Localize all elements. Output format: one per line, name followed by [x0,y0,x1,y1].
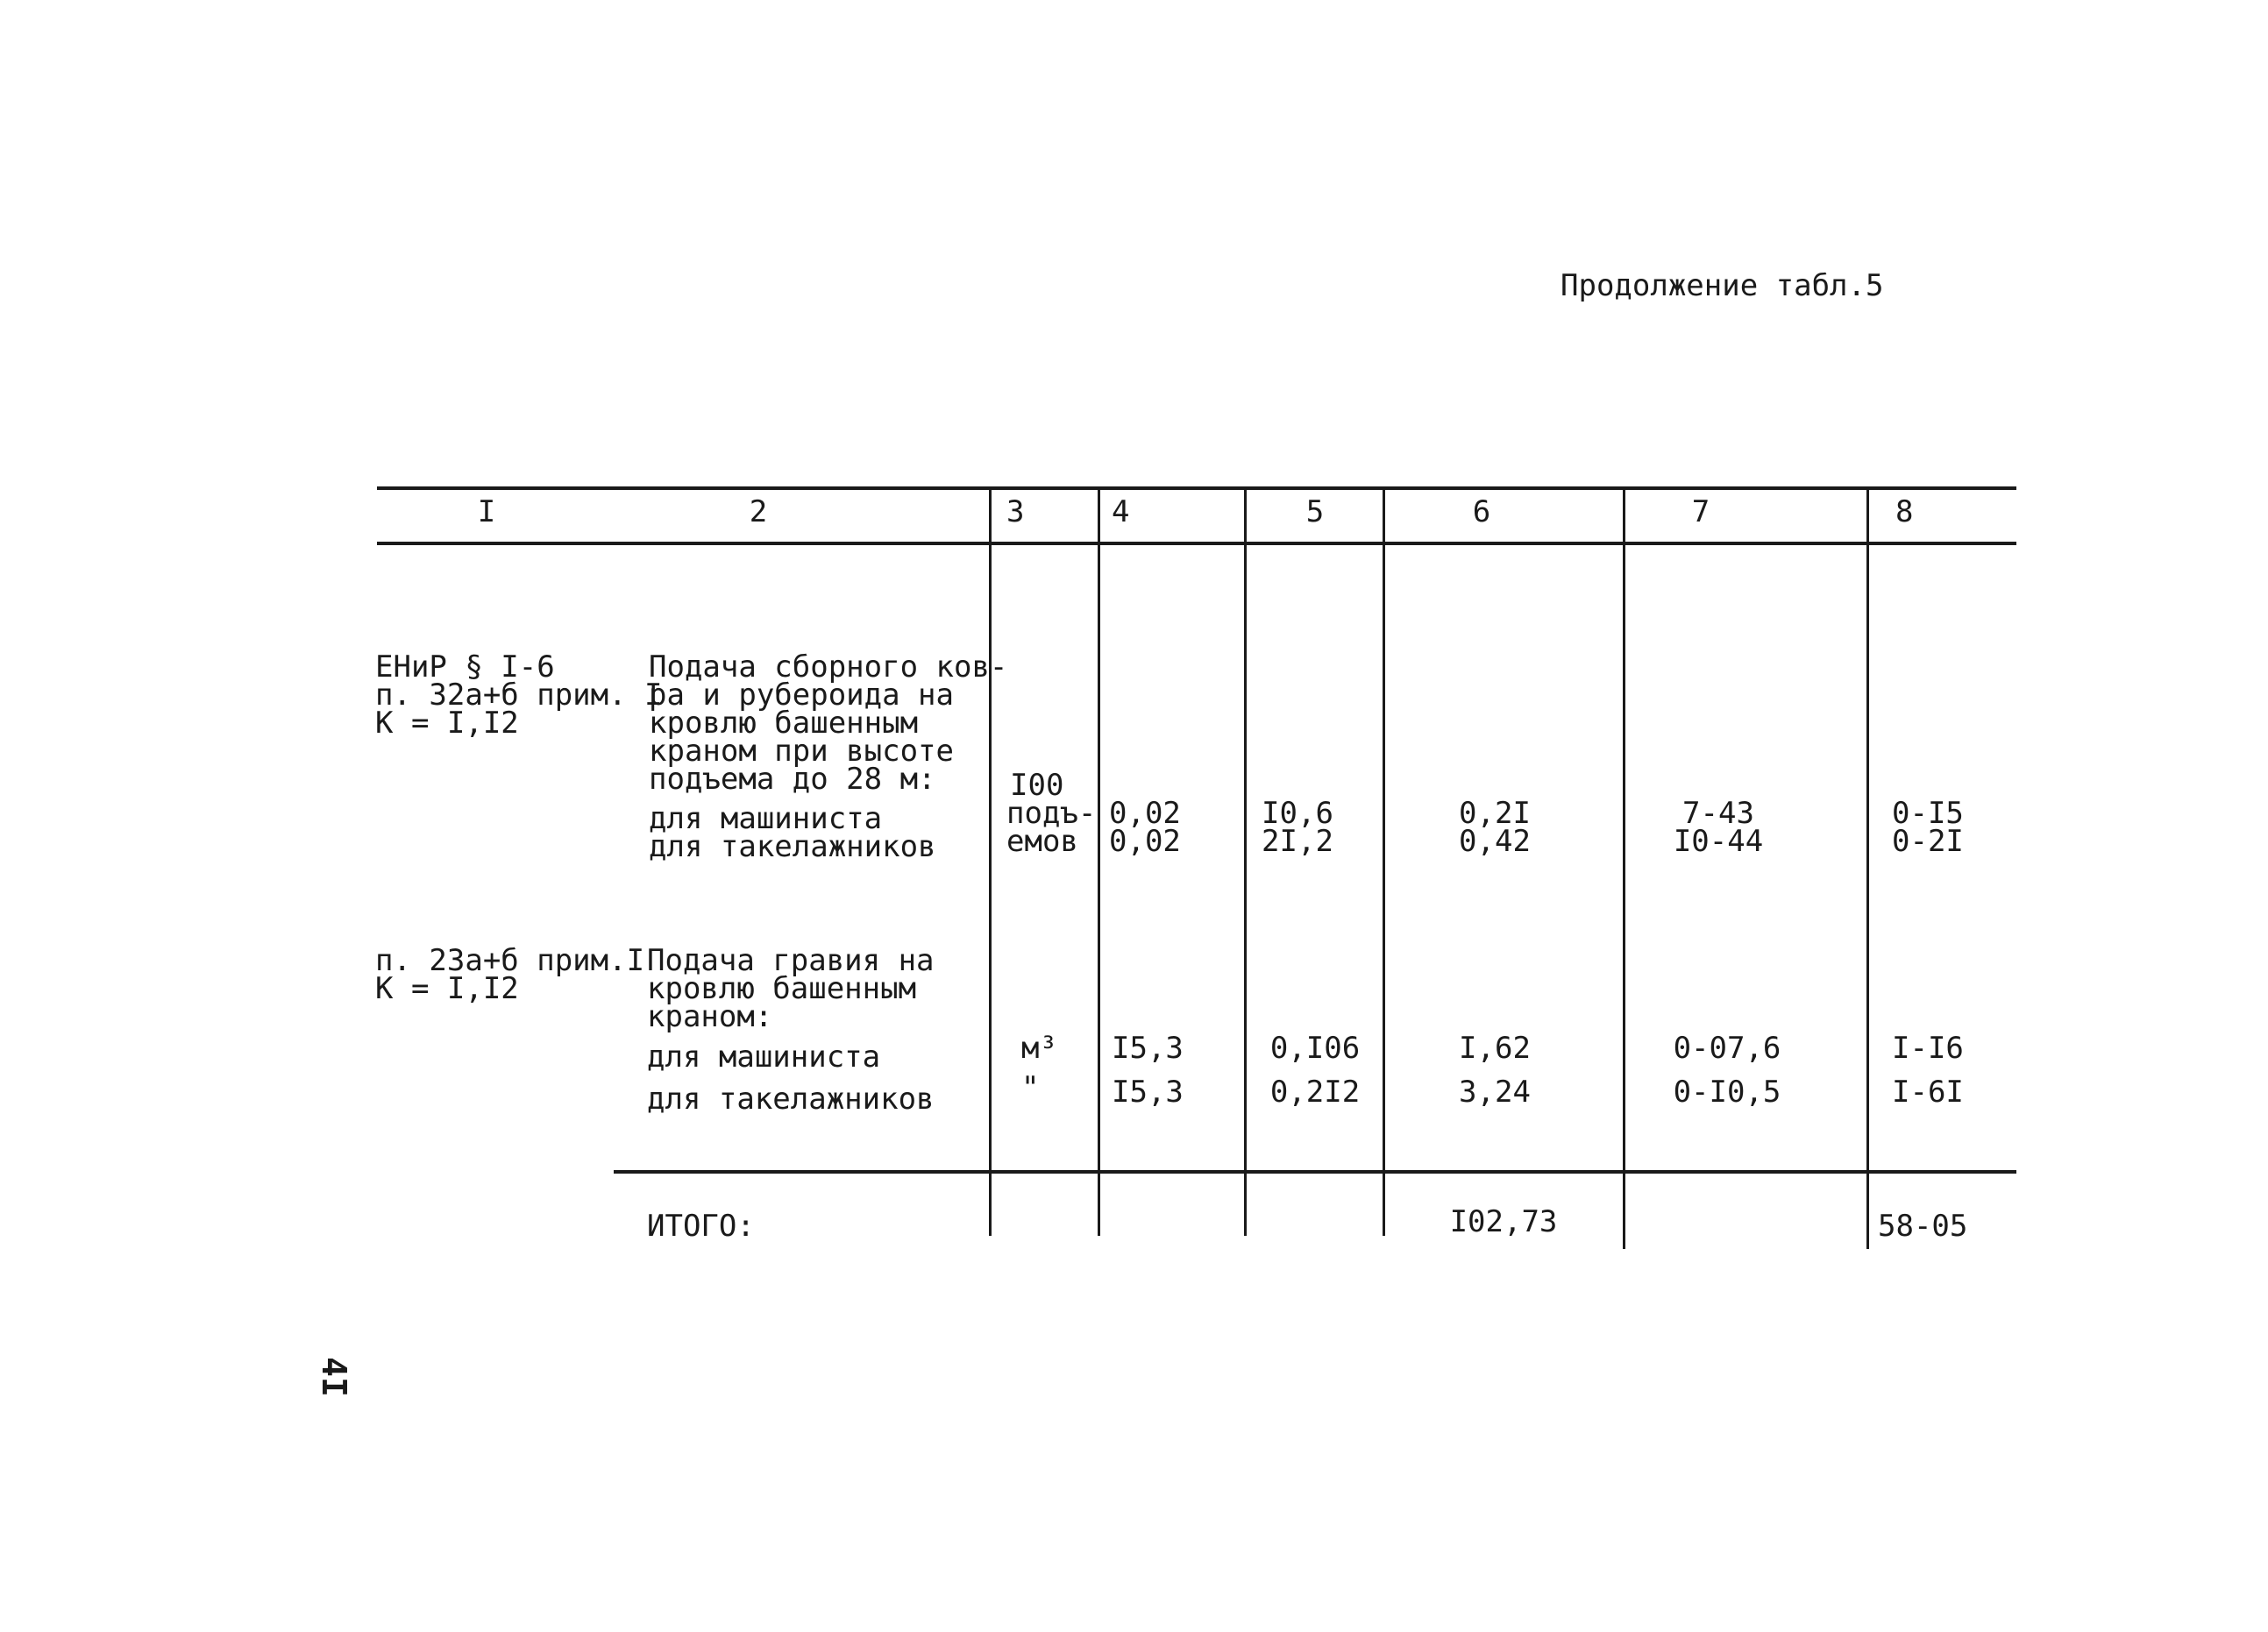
group1-unit-line: подъ- [1006,796,1097,831]
column-divider [1866,486,1869,1249]
group1-desc-line: ра и рубероида на [649,678,954,713]
cell-col7: I0-44 [1673,824,1764,859]
cell-unit: м³ [1021,1031,1057,1066]
column-divider [1623,486,1625,1249]
group1-ref-line: п. 32а+б прим. I [375,678,663,713]
row-label: для машиниста [649,801,883,836]
cell-col5: 2I,2 [1262,824,1333,859]
group2-ref-line: К = I,I2 [375,971,519,1006]
column-header-1: I [477,494,496,529]
column-header-7: 7 [1691,494,1710,529]
cell-col4: I5,3 [1112,1075,1184,1110]
table-top-rule [377,486,2016,490]
column-divider [1383,486,1385,1236]
continuation-caption: Продолжение табл.5 [1561,268,1884,303]
column-divider [1098,486,1100,1236]
group2-ref-line: п. 23а+б прим.I [375,943,645,978]
column-header-3: 3 [1006,494,1025,529]
cell-col6: 0,2I [1459,796,1531,831]
total-col8: 58-05 [1878,1209,1968,1244]
column-header-8: 8 [1895,494,1914,529]
group1-desc-line: Подача сборного ков- [649,649,1008,685]
group1-desc-line: кровлю башенным [649,706,919,741]
group1-ref-line: ЕНиР § I-6 [375,649,555,685]
group1-unit-line: I00 [1010,768,1064,803]
column-divider [1244,486,1247,1236]
cell-col8: 0-2I [1892,824,1964,859]
cell-col8: I-I6 [1892,1031,1964,1066]
table-total-rule [614,1170,2016,1174]
cell-col4: 0,02 [1109,796,1181,831]
total-label: ИТОГО: [647,1209,755,1244]
row-label: для такелажников [647,1082,935,1117]
cell-col8: 0-I5 [1892,796,1964,831]
cell-col6: 0,42 [1459,824,1531,859]
cell-unit: " [1021,1070,1040,1105]
cell-col7: 7-43 [1682,796,1754,831]
group1-desc-line: краном при высоте [649,734,954,769]
cell-col5: 0,2I2 [1269,1075,1361,1110]
page-number: 4I [314,1357,353,1397]
cell-col4: 0,02 [1109,824,1181,859]
group2-desc-line: кровлю башенным [647,971,917,1006]
total-col6: I02,73 [1449,1204,1558,1239]
table-header-rule [377,542,2016,545]
column-header-2: 2 [749,494,768,529]
group2-desc-line: краном: [647,999,773,1034]
cell-col7: 0-I0,5 [1673,1075,1781,1110]
column-header-4: 4 [1112,494,1130,529]
cell-col5: I0,6 [1262,796,1333,831]
column-divider [989,486,992,1236]
group1-desc-line: подъема до 28 м: [649,762,936,797]
cell-col6: I,62 [1459,1031,1531,1066]
row-label: для такелажников [649,829,936,864]
cell-col5: 0,I06 [1269,1031,1361,1066]
cell-col7: 0-07,6 [1673,1031,1781,1066]
group1-ref-line: К = I,I2 [375,706,519,741]
cell-col4: I5,3 [1112,1031,1184,1066]
group1-unit-line: емов [1006,824,1078,859]
column-header-5: 5 [1305,494,1325,529]
row-label: для машиниста [647,1040,881,1075]
column-header-6: 6 [1472,494,1491,529]
cell-col8: I-6I [1892,1075,1964,1110]
cell-col6: 3,24 [1459,1075,1531,1110]
group2-desc-line: Подача гравия на [647,943,935,978]
